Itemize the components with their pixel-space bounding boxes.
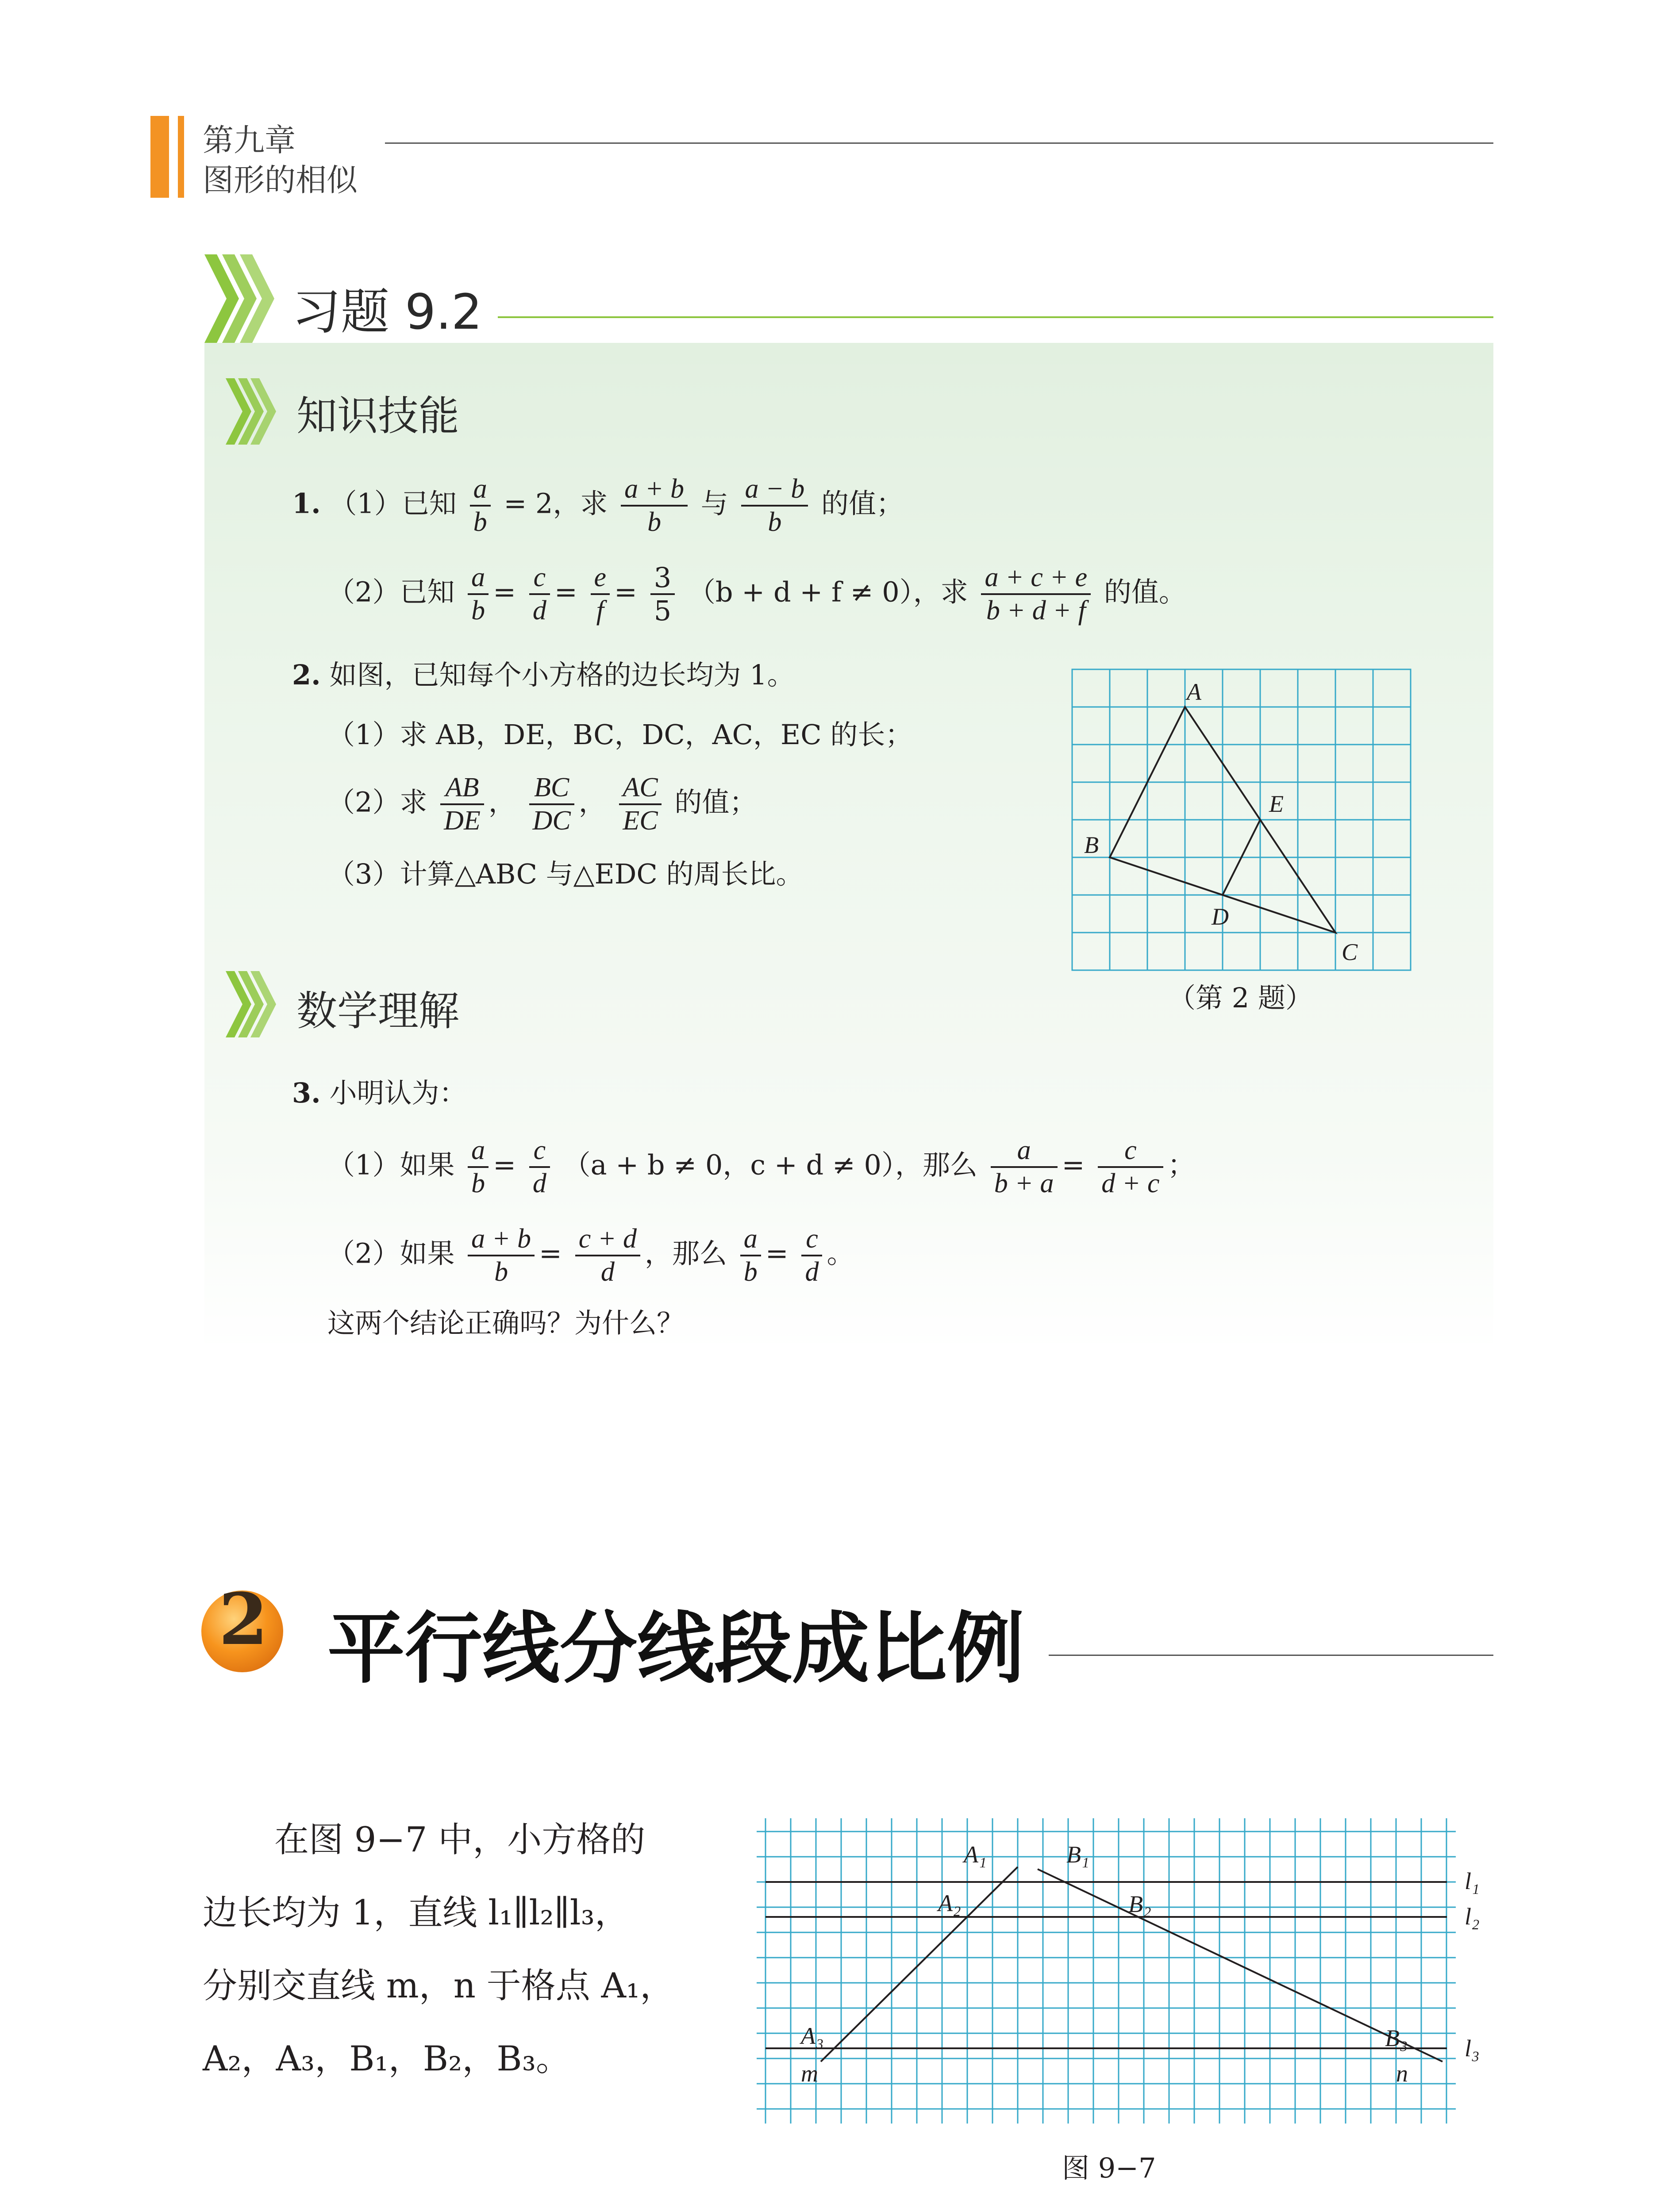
point-label-a1: A₁ [964, 1841, 987, 1868]
fraction: $\frac{c}{d}$ [529, 1135, 550, 1200]
exercise-title: 习题 9.2 [292, 284, 482, 340]
line-label-m: m [801, 2060, 818, 2087]
point-label-b3: B₃ [1385, 2025, 1408, 2051]
line-label-l1: l₁ [1465, 1868, 1480, 1894]
fraction: $\frac{c}{d}$ [801, 1223, 822, 1288]
question-1-part-2: （2）已知 $\frac{a}{b}$ = $\frac{c}{d}$ = $\frac{e}{f}$ = $\frac{3}{5}$ （b + d + f ≠ 0），求 $\frac{a + c + e}{b + d + f}$ 的值。 [327, 561, 1186, 627]
fraction: $\frac{BC}{DC}$ [529, 772, 574, 837]
line-m [821, 1867, 1018, 2062]
header-accent-bar-thin [178, 116, 184, 198]
question-2-stem: 2. 如图，已知每个小方格的边长均为 1。 [292, 659, 795, 691]
point-label-b: B [1084, 832, 1099, 858]
paragraph-line-1: 在图 9−7 中，小方格的 [274, 1820, 646, 1860]
point-label-b2: B₂ [1128, 1891, 1151, 1917]
fraction: $\frac{AB}{DE}$ [440, 772, 484, 837]
fraction: $\frac{e}{f}$ [591, 562, 610, 627]
fraction: $\frac{a}{b}$ [468, 1135, 489, 1200]
exercise-title-rule [498, 316, 1493, 318]
chapter-title: 图形的相似 [203, 162, 358, 198]
paragraph-line-2: 边长均为 1，直线 l₁∥l₂∥l₃， [203, 1893, 629, 1933]
question-2-part-1: （1）求 AB，DE，BC，DC，AC，EC 的长； [327, 718, 913, 751]
fraction: $\frac{a + b}{b}$ [468, 1223, 535, 1288]
line-label-n: n [1396, 2060, 1408, 2087]
point-label-c: C [1342, 939, 1358, 965]
point-label-a2: A₂ [938, 1890, 961, 1916]
chevron-icon [226, 378, 288, 445]
question-3-stem: 3. 小明认为： [292, 1077, 467, 1109]
chevron-icon [204, 254, 284, 343]
header-accent-bar [150, 116, 169, 198]
fraction: $\frac{a}{b}$ [470, 473, 491, 538]
figure-9-7 [752, 1814, 1487, 2132]
point-label-d: D [1212, 903, 1229, 930]
line-label-l2: l₂ [1465, 1903, 1480, 1930]
fraction: $\frac{a - b}{b}$ [741, 473, 808, 538]
fraction: $\frac{a}{b + a}$ [991, 1135, 1058, 1200]
question-3-part-1: （1）如果 $\frac{a}{b}$ = $\frac{c}{d}$ （a + b ≠ 0，c + d ≠ 0），那么 $\frac{a}{b + a}$ = $\frac{c}{d + c}$ ； [327, 1135, 1195, 1200]
fraction: $\frac{c}{d + c}$ [1098, 1135, 1163, 1200]
question-2-part-2: （2）求 $\frac{AB}{DE}$ ， $\frac{BC}{DC}$ ， $\frac{AC}{EC}$ 的值； [327, 772, 757, 837]
line-label-l3: l₃ [1465, 2035, 1480, 2062]
question-2-part-3: （3）计算△ABC 与△EDC 的周长比。 [327, 858, 804, 890]
section-heading-understanding: 数学理解 [296, 987, 460, 1035]
paragraph-line-4: A₂，A₃，B₁，B₂，B₃。 [203, 2039, 570, 2079]
point-label-a: A [1187, 679, 1201, 705]
fraction: $\frac{3}{5}$ [650, 562, 675, 627]
question-2-figure [1071, 668, 1416, 978]
figure-caption-9-7: 图 9−7 [1062, 2152, 1156, 2184]
section-title: 平行线分线段成比例 [327, 1604, 1024, 1694]
fraction: $\frac{a}{b}$ [468, 562, 489, 627]
section-title-rule [1049, 1655, 1493, 1656]
question-3-part-2: （2）如果 $\frac{a + b}{b}$ = $\frac{c + d}{d}$ ，那么 $\frac{a}{b}$ = $\frac{c}{d}$ 。 [327, 1223, 854, 1288]
point-label-b1: B₁ [1066, 1841, 1089, 1868]
question-number: 3. [292, 1077, 321, 1109]
fraction: $\frac{a + b}{b}$ [621, 473, 688, 538]
section-number: 2 [219, 1578, 268, 1661]
fraction: $\frac{AC}{EC}$ [619, 772, 661, 837]
question-3-question: 这两个结论正确吗？为什么？ [327, 1307, 685, 1339]
figure-caption-q2: （第 2 题） [1168, 982, 1313, 1014]
question-number: 2. [292, 659, 321, 691]
point-label-a3: A₃ [801, 2023, 824, 2049]
fraction: $\frac{a}{b}$ [740, 1223, 761, 1288]
paragraph-line-3: 分别交直线 m，n 于格点 A₁， [203, 1966, 675, 2006]
fraction: $\frac{c}{d}$ [529, 562, 550, 627]
chapter-label: 第九章 [203, 122, 296, 158]
fraction: $\frac{c + d}{d}$ [575, 1223, 640, 1288]
chevron-icon [226, 971, 288, 1037]
question-1-part-1: 1. （1）已知 $\frac{a}{b}$ = 2，求 $\frac{a + b}{b}$ 与 $\frac{a - b}{b}$ 的值； [292, 473, 904, 538]
header-rule [385, 142, 1493, 144]
point-label-e: E [1269, 791, 1284, 817]
section-heading-skills: 知识技能 [296, 392, 460, 440]
question-number: 1. [292, 487, 321, 520]
fraction: $\frac{a + c + e}{b + d + f}$ [981, 562, 1091, 627]
